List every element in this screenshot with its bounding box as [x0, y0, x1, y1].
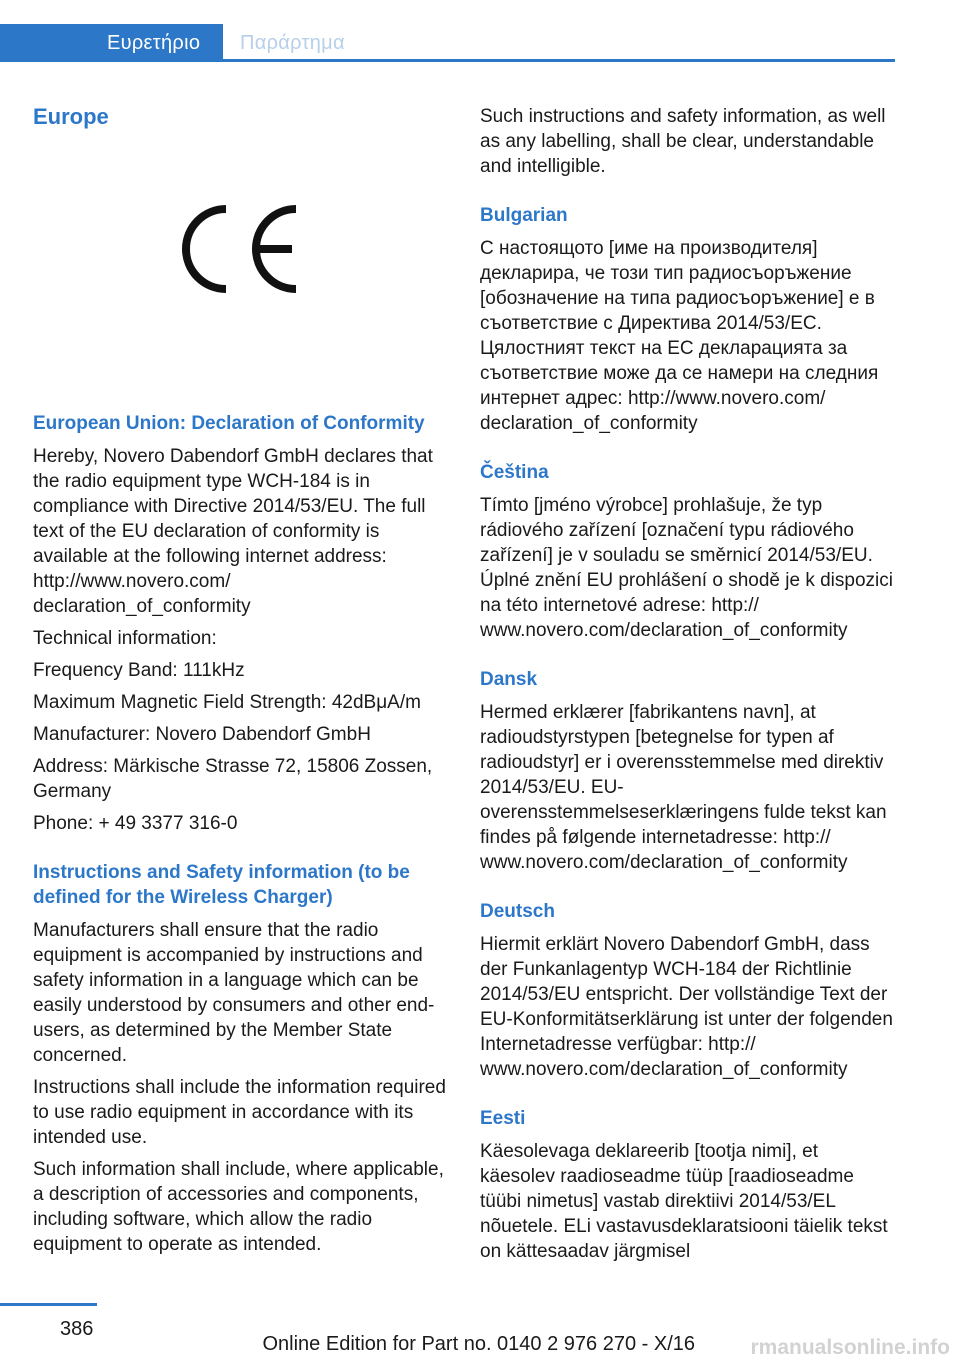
intro-paragraph: Such instructions and safety information, as well as any labelling, shall be clear, understandable and intelligible.: [480, 106, 886, 177]
left-column: [33, 104, 449, 1264]
watermark: rmanualsonline.info: [750, 1336, 950, 1359]
language-heading-german: Deutsch: [480, 901, 555, 922]
language-text-czech: Tímto [jméno výrobce] prohlašuje, že typ rádiového zařízení [označení typu rádiového zařízení] je v souladu se směrnicí 2014/53/EU. Úplné znění EU prohlášení o shodě je k dispozici na této internetové adrese: http:// www.novero.com/declaration_of_conformity: [480, 495, 893, 641]
declaration-heading: European Union: Declaration of Conformity: [33, 413, 425, 434]
tab-appendix[interactable]: Παράρτημα: [223, 24, 895, 62]
europe-heading: Europe: [33, 104, 109, 129]
address: Address: Märkische Strasse 72, 15806 Zossen, Germany: [33, 756, 433, 802]
technical-info-label: Technical information:: [33, 628, 217, 649]
field-strength: Maximum Magnetic Field Strength: 42dBμA/m: [33, 692, 421, 713]
ce-mark-icon: [178, 199, 303, 299]
page-number: 386: [60, 1318, 94, 1340]
language-heading-czech: Čeština: [480, 462, 549, 483]
edition-text: Online Edition for Part no. 0140 2 976 270 - X/16: [262, 1333, 695, 1355]
language-heading-danish: Dansk: [480, 669, 538, 690]
frequency-band: Frequency Band: 111kHz: [33, 660, 245, 681]
language-text-danish: Hermed erklærer [fabrikantens navn], at radioudstyrstypen [betegnelse for typen af radioudstyr] er i overensstemmelse med direktiv 2014/53/EU. EU- overensstemmelseserklæringens fulde tekst kan findes på følgende internetadresse: http:// www.novero.com/declaration_of_conformity: [480, 702, 887, 873]
language-text-bulgarian: С настоящото [име на производителя] декларира, че този тип радиосъоръжение [обозначение на типа радиосъоръжение] е в съответствие с Директива 2014/53/ЕС. Цялостният текст на ЕС декларацията за съответствие може да се намери на следния интернет адрес: http://www.novero.com/ declaration_of_conformity: [480, 238, 879, 434]
declaration-text: Hereby, Novero Dabendorf GmbH declares that the radio equipment type WCH-184 is in compliance with Directive 2014/53/EU. The full text of the EU declaration of conformity is available at the following internet address: http://www.novero.com/ declaration_of_conformity: [33, 446, 433, 617]
phone: Phone: + 49 3377 316-0: [33, 813, 238, 834]
right-column: [480, 104, 896, 1271]
safety-heading: Instructions and Safety information (to be defined for the Wireless Charger): [33, 862, 410, 908]
language-text-german: Hiermit erklärt Novero Dabendorf GmbH, dass der Funkanlagentyp WCH-184 der Richtlinie 2014/53/EU entspricht. Der vollständige Text der EU-Konformitätserklärung ist unter der folgenden Internetadresse verfügbar: http:// www.novero.com/declaration_of_conformity: [480, 934, 893, 1080]
language-text-estonian: Käesolevaga deklareerib [tootja nimi], et käesolev raadioseadme tüüp [raadioseadme tüübi nimetus] vastab direktiivi 2014/53/EL nõuetele. ELi vastavusdeklaratsiooni täielik tekst on kättesaadav järgmisel: [480, 1141, 888, 1262]
language-heading-bulgarian: Bulgarian: [480, 205, 568, 226]
manufacturer: Manufacturer: Novero Dabendorf GmbH: [33, 724, 371, 745]
tab-index[interactable]: Ευρετήριο: [0, 24, 223, 62]
top-tab-bar: [0, 0, 895, 62]
safety-paragraph-3: Such information shall include, where applicable, a description of accessories and components, including software, which allow the radio equipment to operate as intended.: [33, 1159, 444, 1255]
safety-paragraph-1: Manufacturers shall ensure that the radio equipment is accompanied by instructions and safety information in a language which can be easily understood by consumers and other end-users, as determined by the Member State concerned.: [33, 920, 435, 1066]
safety-paragraph-2: Instructions shall include the information required to use radio equipment in accordance with its intended use.: [33, 1077, 446, 1148]
language-heading-estonian: Eesti: [480, 1108, 526, 1129]
footer-rule: [0, 1303, 97, 1306]
